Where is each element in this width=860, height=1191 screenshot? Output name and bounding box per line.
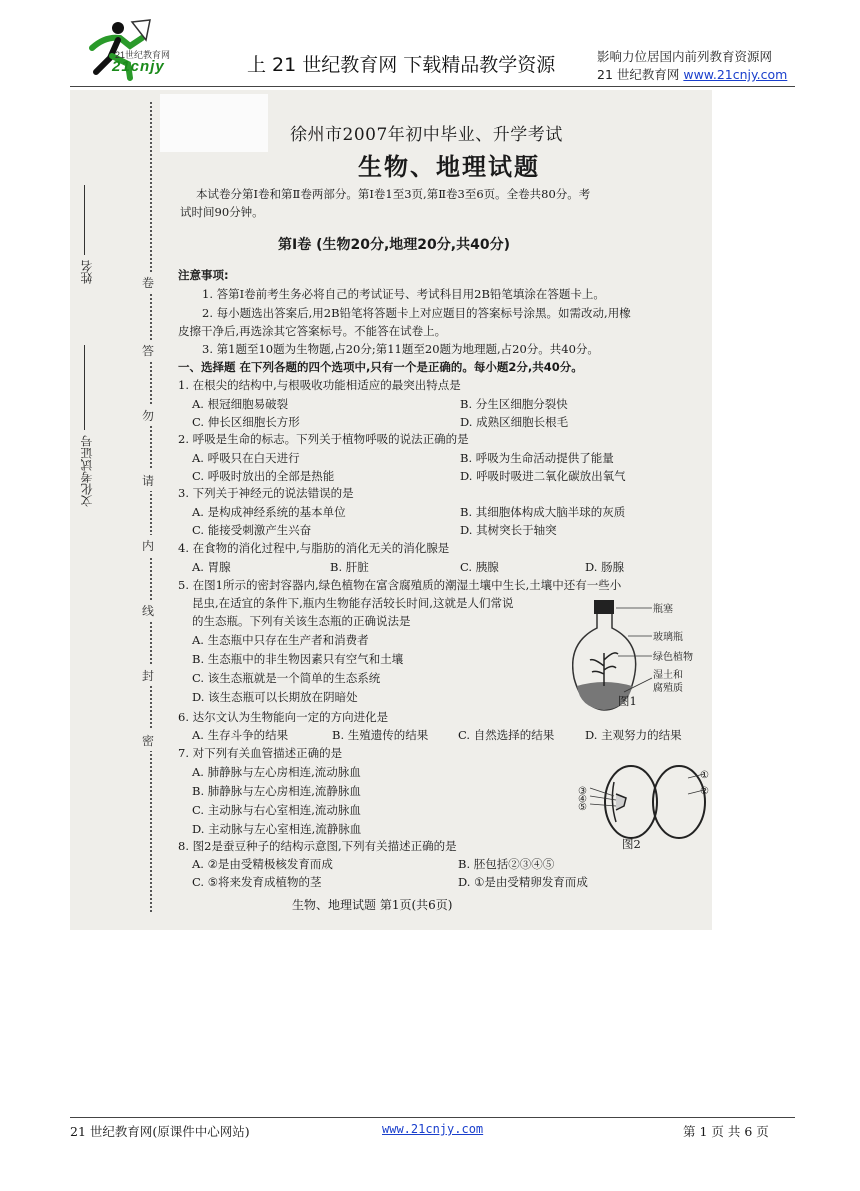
header-site-link[interactable]: www.21cnjy.com bbox=[683, 67, 788, 82]
exam-id-underline bbox=[84, 345, 85, 430]
question-stem: 的生态瓶。下列有关该生态瓶的正确说法是 bbox=[192, 614, 411, 628]
notice-title: 注意事项: bbox=[178, 268, 229, 282]
option-d: D. ①是由受精卵发育而成 bbox=[458, 875, 588, 889]
option-b: B. 胚包括②③④⑤ bbox=[458, 857, 555, 871]
footer-page-number: 第 1 页 共 6 页 bbox=[683, 1124, 769, 1139]
option-b: B. 其细胞体构成大脑半球的灰质 bbox=[460, 505, 626, 519]
option-b: B. 呼吸为生命活动提供了能量 bbox=[460, 451, 614, 465]
exam-subject: 生物、地理试题 bbox=[358, 153, 540, 181]
option-b: B. 生殖遗传的结果 bbox=[332, 728, 429, 742]
question-stem: 7. 对下列有关血管描述正确的是 bbox=[178, 746, 343, 760]
question-stem: 2. 呼吸是生命的标志。下列关于植物呼吸的说法正确的是 bbox=[178, 432, 469, 446]
fig2-label: ② bbox=[700, 786, 709, 797]
bean-seed-figure bbox=[576, 760, 712, 850]
header-slogan: 上 21 世纪教育网 下载精品教学资源 bbox=[247, 54, 556, 76]
header-site-name: 21 世纪教育网 bbox=[597, 67, 684, 82]
fig1-label: 瓶塞 bbox=[653, 604, 673, 615]
exam-id-label: 文化考试证号 bbox=[80, 435, 94, 507]
header-site-line bbox=[597, 65, 787, 83]
question-stem: 6. 达尔文认为生物能向一定的方向进化是 bbox=[178, 710, 389, 724]
seal-line bbox=[150, 102, 152, 912]
option-b: B. 肝脏 bbox=[330, 560, 369, 574]
seal-char: 封 bbox=[142, 665, 154, 686]
option-b: B. 肺静脉与左心房相连,流静脉血 bbox=[192, 784, 361, 798]
question-stem: 5. 在图1所示的密封容器内,绿色植物在富含腐殖质的潮湿土壤中生长,土壤中还有一些小 bbox=[178, 578, 622, 592]
notice-item: 1. 答第Ⅰ卷前考生务必将自己的考试证号、考试科目用2B铅笔填涂在答题卡上。 bbox=[202, 287, 605, 301]
footer-site-name: 21 世纪教育网(原课件中心网站) bbox=[70, 1124, 250, 1139]
option-c: C. 该生态瓶就是一个简单的生态系统 bbox=[192, 671, 381, 685]
option-a: A. 呼吸只在白天进行 bbox=[192, 451, 300, 465]
option-d: D. 其树突长于轴突 bbox=[460, 523, 557, 537]
question-stem: 昆虫,在适宜的条件下,瓶内生物能存活较长时间,这就是人们常说 bbox=[192, 596, 514, 610]
name-label: 姓名 bbox=[80, 260, 94, 284]
site-header bbox=[0, 0, 860, 100]
header-divider bbox=[70, 86, 795, 87]
fig2-label: ③ bbox=[578, 786, 587, 797]
option-c: C. 自然选择的结果 bbox=[458, 728, 555, 742]
seal-char: 请 bbox=[142, 470, 154, 491]
question-stem: 4. 在食物的消化过程中,与脂肪的消化无关的消化腺是 bbox=[178, 541, 450, 555]
option-a: A. 肺静脉与左心房相连,流动脉血 bbox=[192, 765, 361, 779]
logo-brand-text: 21cnjy bbox=[112, 58, 165, 75]
logo-small-text: 21世纪教育网 bbox=[115, 50, 171, 60]
question-stem: 1. 在根尖的结构中,与根吸收功能相适应的最突出特点是 bbox=[178, 378, 461, 392]
fig2-label: ① bbox=[700, 770, 709, 781]
question-stem: 8. 图2是蚕豆种子的结构示意图,下列有关描述正确的是 bbox=[178, 839, 457, 853]
option-b: B. 分生区细胞分裂快 bbox=[460, 397, 568, 411]
option-c: C. ⑤将来发育成植物的茎 bbox=[192, 875, 322, 889]
option-b: B. 生态瓶中的非生物因素只有空气和土壤 bbox=[192, 652, 404, 666]
option-d: D. 该生态瓶可以长期放在阴暗处 bbox=[192, 690, 358, 704]
notice-item: 3. 第1题至10题为生物题,占20分;第11题至20题为地理题,占20分。共40分。 bbox=[202, 342, 599, 356]
fig1-label: 玻璃瓶 bbox=[653, 632, 683, 643]
option-c: C. 呼吸时放出的全部是热能 bbox=[192, 469, 335, 483]
intro-line: 本试卷分第Ⅰ卷和第Ⅱ卷两部分。第Ⅰ卷1至3页,第Ⅱ卷3至6页。全卷共80分。考 bbox=[196, 187, 591, 201]
fig1-label: 绿色植物 bbox=[653, 652, 693, 663]
option-c: C. 能接受刺激产生兴奋 bbox=[192, 523, 312, 537]
option-c: C. 伸长区细胞长方形 bbox=[192, 415, 300, 429]
question-stem: 3. 下列关于神经元的说法错误的是 bbox=[178, 486, 354, 500]
option-c: C. 主动脉与右心室相连,流动脉血 bbox=[192, 803, 361, 817]
seal-char: 答 bbox=[142, 340, 154, 361]
option-d: D. 主观努力的结果 bbox=[585, 728, 682, 742]
exam-title: 徐州市2007年初中毕业、升学考试 bbox=[290, 125, 563, 145]
footer-site-link[interactable]: www.21cnjy.com bbox=[382, 1122, 484, 1136]
option-a: A. 胃腺 bbox=[192, 560, 231, 574]
seal-char: 内 bbox=[142, 535, 154, 556]
section-heading: 第Ⅰ卷 (生物20分,地理20分,共40分) bbox=[278, 237, 510, 253]
notice-item: 2. 每小题选出答案后,用2B铅笔将答题卡上对应题目的答案标号涂黑。如需改动,用橡 bbox=[202, 306, 631, 320]
seal-char: 线 bbox=[142, 600, 154, 621]
part-heading: 一、选择题 在下列各题的四个选项中,只有一个是正确的。每小题2分,共40分。 bbox=[178, 360, 583, 374]
notice-item: 皮擦干净后,再选涂其它答案标号。不能答在试卷上。 bbox=[178, 324, 447, 338]
redaction-box bbox=[160, 94, 268, 152]
seal-char: 卷 bbox=[142, 272, 154, 293]
option-a: A. ②是由受精极核发育而成 bbox=[192, 857, 333, 871]
option-a: A. 生存斗争的结果 bbox=[192, 728, 289, 742]
option-d: D. 主动脉与左心室相连,流静脉血 bbox=[192, 822, 362, 836]
fig2-caption: 图2 bbox=[622, 837, 641, 851]
option-a: A. 生态瓶中只存在生产者和消费者 bbox=[192, 633, 369, 647]
option-d: D. 肠腺 bbox=[585, 560, 625, 574]
seal-char: 密 bbox=[142, 730, 154, 751]
fig1-label: 腐殖质 bbox=[653, 683, 683, 694]
option-d: D. 成熟区细胞长根毛 bbox=[460, 415, 569, 429]
fig1-label: 湿土和 bbox=[653, 670, 683, 681]
header-tagline: 影响力位居国内前列教育资源网 bbox=[597, 49, 773, 64]
option-a: A. 根冠细胞易破裂 bbox=[192, 397, 289, 411]
fig2-label: ④ bbox=[578, 794, 587, 805]
option-c: C. 胰腺 bbox=[460, 560, 499, 574]
name-underline bbox=[84, 185, 85, 255]
option-a: A. 是构成神经系统的基本单位 bbox=[192, 505, 346, 519]
seal-char: 勿 bbox=[142, 405, 154, 426]
option-d: D. 呼吸时吸进二氧化碳放出氧气 bbox=[460, 469, 626, 483]
footer-divider bbox=[70, 1117, 795, 1118]
intro-line: 试时间90分钟。 bbox=[180, 205, 264, 219]
exam-page-footer: 生物、地理试题 第1页(共6页) bbox=[292, 898, 453, 912]
fig2-label: ⑤ bbox=[578, 802, 587, 813]
fig1-caption: 图1 bbox=[618, 694, 637, 708]
scanned-exam-page bbox=[70, 90, 712, 930]
